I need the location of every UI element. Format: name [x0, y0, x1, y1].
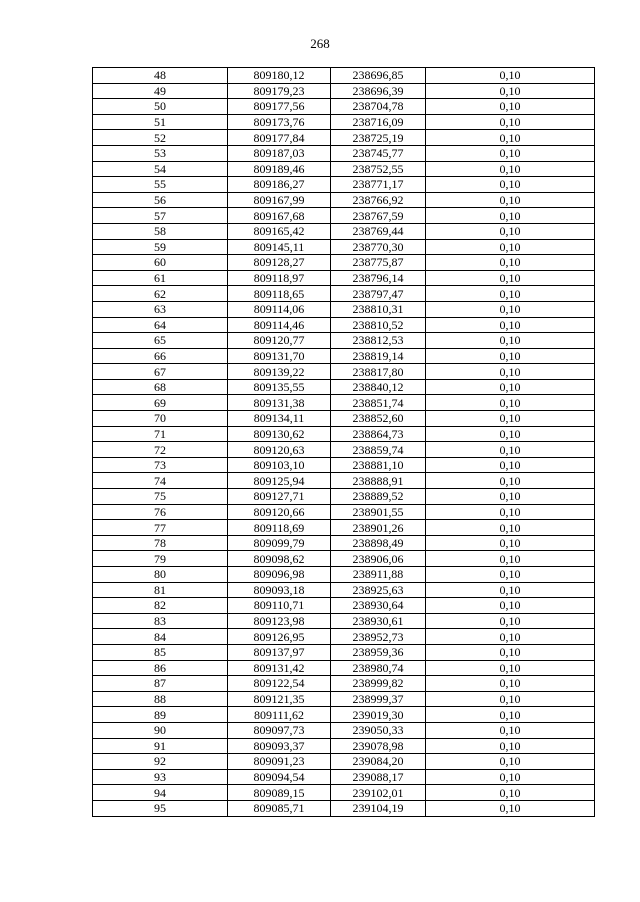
accuracy-cell: 0,10: [426, 177, 595, 193]
point-number-cell: 87: [93, 676, 228, 692]
table-row: [93, 333, 595, 349]
table-row: [93, 598, 595, 614]
x-coordinate-cell: 809093,37: [228, 738, 331, 754]
table-row: [93, 301, 595, 317]
table-row: [93, 364, 595, 380]
table-row: [93, 504, 595, 520]
accuracy-cell: 0,10: [426, 114, 595, 130]
y-coordinate-cell: 238769,44: [331, 223, 426, 239]
x-coordinate-cell: 809098,62: [228, 551, 331, 567]
accuracy-cell: 0,10: [426, 769, 595, 785]
x-coordinate-cell: 809120,66: [228, 504, 331, 520]
point-number-cell: 78: [93, 535, 228, 551]
point-number-cell: 71: [93, 426, 228, 442]
accuracy-cell: 0,10: [426, 364, 595, 380]
table-row: [93, 551, 595, 567]
x-coordinate-cell: 809130,62: [228, 426, 331, 442]
y-coordinate-cell: 238930,61: [331, 613, 426, 629]
table-row: [93, 208, 595, 224]
table-row: [93, 785, 595, 801]
accuracy-cell: 0,10: [426, 68, 595, 84]
accuracy-cell: 0,10: [426, 192, 595, 208]
y-coordinate-cell: 239019,30: [331, 707, 426, 723]
coordinates-table-body: [93, 68, 595, 817]
y-coordinate-cell: 238770,30: [331, 239, 426, 255]
x-coordinate-cell: 809173,76: [228, 114, 331, 130]
x-coordinate-cell: 809127,71: [228, 489, 331, 505]
x-coordinate-cell: 809186,27: [228, 177, 331, 193]
x-coordinate-cell: 809094,54: [228, 769, 331, 785]
x-coordinate-cell: 809125,94: [228, 473, 331, 489]
x-coordinate-cell: 809128,27: [228, 255, 331, 271]
y-coordinate-cell: 238704,78: [331, 99, 426, 115]
table-row: [93, 769, 595, 785]
point-number-cell: 65: [93, 333, 228, 349]
accuracy-cell: 0,10: [426, 520, 595, 536]
accuracy-cell: 0,10: [426, 644, 595, 660]
y-coordinate-cell: 238766,92: [331, 192, 426, 208]
point-number-cell: 61: [93, 270, 228, 286]
point-number-cell: 55: [93, 177, 228, 193]
y-coordinate-cell: 238771,17: [331, 177, 426, 193]
x-coordinate-cell: 809165,42: [228, 223, 331, 239]
table-row: [93, 426, 595, 442]
y-coordinate-cell: 238889,52: [331, 489, 426, 505]
y-coordinate-cell: 239050,33: [331, 722, 426, 738]
x-coordinate-cell: 809118,69: [228, 520, 331, 536]
x-coordinate-cell: 809089,15: [228, 785, 331, 801]
point-number-cell: 64: [93, 317, 228, 333]
y-coordinate-cell: 239088,17: [331, 769, 426, 785]
accuracy-cell: 0,10: [426, 208, 595, 224]
x-coordinate-cell: 809180,12: [228, 68, 331, 84]
x-coordinate-cell: 809110,71: [228, 598, 331, 614]
point-number-cell: 63: [93, 301, 228, 317]
x-coordinate-cell: 809145,11: [228, 239, 331, 255]
x-coordinate-cell: 809111,62: [228, 707, 331, 723]
y-coordinate-cell: 238999,82: [331, 676, 426, 692]
accuracy-cell: 0,10: [426, 785, 595, 801]
accuracy-cell: 0,10: [426, 411, 595, 427]
table-row: [93, 489, 595, 505]
point-number-cell: 53: [93, 145, 228, 161]
table-row: [93, 99, 595, 115]
accuracy-cell: 0,10: [426, 707, 595, 723]
table-row: [93, 177, 595, 193]
table-row: [93, 161, 595, 177]
table-row: [93, 442, 595, 458]
y-coordinate-cell: 238817,80: [331, 364, 426, 380]
y-coordinate-cell: 238752,55: [331, 161, 426, 177]
y-coordinate-cell: 238898,49: [331, 535, 426, 551]
table-row: [93, 691, 595, 707]
table-row: [93, 660, 595, 676]
table-row: [93, 255, 595, 271]
y-coordinate-cell: 238930,64: [331, 598, 426, 614]
accuracy-cell: 0,10: [426, 504, 595, 520]
point-number-cell: 48: [93, 68, 228, 84]
x-coordinate-cell: 809139,22: [228, 364, 331, 380]
accuracy-cell: 0,10: [426, 270, 595, 286]
y-coordinate-cell: 238851,74: [331, 395, 426, 411]
accuracy-cell: 0,10: [426, 551, 595, 567]
point-number-cell: 84: [93, 629, 228, 645]
x-coordinate-cell: 809131,70: [228, 348, 331, 364]
y-coordinate-cell: 238745,77: [331, 145, 426, 161]
table-row: [93, 707, 595, 723]
accuracy-cell: 0,10: [426, 239, 595, 255]
y-coordinate-cell: 238980,74: [331, 660, 426, 676]
y-coordinate-cell: 238864,73: [331, 426, 426, 442]
point-number-cell: 72: [93, 442, 228, 458]
y-coordinate-cell: 239104,19: [331, 800, 426, 816]
point-number-cell: 79: [93, 551, 228, 567]
x-coordinate-cell: 809114,06: [228, 301, 331, 317]
table-row: [93, 348, 595, 364]
point-number-cell: 85: [93, 644, 228, 660]
accuracy-cell: 0,10: [426, 286, 595, 302]
table-row: [93, 239, 595, 255]
accuracy-cell: 0,10: [426, 301, 595, 317]
table-row: [93, 223, 595, 239]
y-coordinate-cell: 238819,14: [331, 348, 426, 364]
x-coordinate-cell: 809121,35: [228, 691, 331, 707]
accuracy-cell: 0,10: [426, 567, 595, 583]
x-coordinate-cell: 809167,99: [228, 192, 331, 208]
point-number-cell: 66: [93, 348, 228, 364]
accuracy-cell: 0,10: [426, 535, 595, 551]
x-coordinate-cell: 809126,95: [228, 629, 331, 645]
accuracy-cell: 0,10: [426, 800, 595, 816]
accuracy-cell: 0,10: [426, 348, 595, 364]
page-number: 268: [310, 36, 330, 51]
point-number-cell: 83: [93, 613, 228, 629]
coordinates-table: [92, 67, 595, 817]
table-row: [93, 270, 595, 286]
accuracy-cell: 0,10: [426, 629, 595, 645]
y-coordinate-cell: 238901,26: [331, 520, 426, 536]
y-coordinate-cell: 238952,73: [331, 629, 426, 645]
accuracy-cell: 0,10: [426, 161, 595, 177]
x-coordinate-cell: 809135,55: [228, 379, 331, 395]
y-coordinate-cell: 239102,01: [331, 785, 426, 801]
y-coordinate-cell: 238810,31: [331, 301, 426, 317]
point-number-cell: 50: [93, 99, 228, 115]
accuracy-cell: 0,10: [426, 473, 595, 489]
x-coordinate-cell: 809187,03: [228, 145, 331, 161]
y-coordinate-cell: 238906,06: [331, 551, 426, 567]
point-number-cell: 60: [93, 255, 228, 271]
x-coordinate-cell: 809114,46: [228, 317, 331, 333]
y-coordinate-cell: 238812,53: [331, 333, 426, 349]
table-row: [93, 800, 595, 816]
accuracy-cell: 0,10: [426, 223, 595, 239]
y-coordinate-cell: 238716,09: [331, 114, 426, 130]
accuracy-cell: 0,10: [426, 395, 595, 411]
point-number-cell: 67: [93, 364, 228, 380]
point-number-cell: 88: [93, 691, 228, 707]
x-coordinate-cell: 809118,65: [228, 286, 331, 302]
y-coordinate-cell: 238999,37: [331, 691, 426, 707]
x-coordinate-cell: 809118,97: [228, 270, 331, 286]
y-coordinate-cell: 239078,98: [331, 738, 426, 754]
point-number-cell: 73: [93, 457, 228, 473]
accuracy-cell: 0,10: [426, 722, 595, 738]
y-coordinate-cell: 238901,55: [331, 504, 426, 520]
x-coordinate-cell: 809189,46: [228, 161, 331, 177]
y-coordinate-cell: 238859,74: [331, 442, 426, 458]
y-coordinate-cell: 238796,14: [331, 270, 426, 286]
point-number-cell: 89: [93, 707, 228, 723]
table-row: [93, 535, 595, 551]
table-row: [93, 613, 595, 629]
point-number-cell: 70: [93, 411, 228, 427]
accuracy-cell: 0,10: [426, 442, 595, 458]
accuracy-cell: 0,10: [426, 317, 595, 333]
point-number-cell: 69: [93, 395, 228, 411]
table-row: [93, 192, 595, 208]
point-number-cell: 93: [93, 769, 228, 785]
y-coordinate-cell: 238852,60: [331, 411, 426, 427]
table-row: [93, 395, 595, 411]
point-number-cell: 57: [93, 208, 228, 224]
y-coordinate-cell: 238797,47: [331, 286, 426, 302]
y-coordinate-cell: 238775,87: [331, 255, 426, 271]
accuracy-cell: 0,10: [426, 691, 595, 707]
x-coordinate-cell: 809099,79: [228, 535, 331, 551]
y-coordinate-cell: 238696,85: [331, 68, 426, 84]
x-coordinate-cell: 809103,10: [228, 457, 331, 473]
table-row: [93, 644, 595, 660]
point-number-cell: 49: [93, 83, 228, 99]
table-row: [93, 114, 595, 130]
point-number-cell: 75: [93, 489, 228, 505]
y-coordinate-cell: 238810,52: [331, 317, 426, 333]
accuracy-cell: 0,10: [426, 582, 595, 598]
table-row: [93, 754, 595, 770]
x-coordinate-cell: 809123,98: [228, 613, 331, 629]
x-coordinate-cell: 809134,11: [228, 411, 331, 427]
point-number-cell: 92: [93, 754, 228, 770]
accuracy-cell: 0,10: [426, 99, 595, 115]
point-number-cell: 74: [93, 473, 228, 489]
accuracy-cell: 0,10: [426, 255, 595, 271]
point-number-cell: 95: [93, 800, 228, 816]
point-number-cell: 54: [93, 161, 228, 177]
table-row: [93, 520, 595, 536]
y-coordinate-cell: 238888,91: [331, 473, 426, 489]
accuracy-cell: 0,10: [426, 754, 595, 770]
x-coordinate-cell: 809120,77: [228, 333, 331, 349]
table-row: [93, 738, 595, 754]
x-coordinate-cell: 809120,63: [228, 442, 331, 458]
y-coordinate-cell: 238881,10: [331, 457, 426, 473]
y-coordinate-cell: 239084,20: [331, 754, 426, 770]
point-number-cell: 82: [93, 598, 228, 614]
x-coordinate-cell: 809131,42: [228, 660, 331, 676]
table-row: [93, 457, 595, 473]
point-number-cell: 59: [93, 239, 228, 255]
y-coordinate-cell: 238911,88: [331, 567, 426, 583]
point-number-cell: 52: [93, 130, 228, 146]
table-row: [93, 130, 595, 146]
point-number-cell: 56: [93, 192, 228, 208]
table-row: [93, 379, 595, 395]
point-number-cell: 81: [93, 582, 228, 598]
accuracy-cell: 0,10: [426, 738, 595, 754]
accuracy-cell: 0,10: [426, 489, 595, 505]
point-number-cell: 90: [93, 722, 228, 738]
table-row: [93, 317, 595, 333]
y-coordinate-cell: 238725,19: [331, 130, 426, 146]
y-coordinate-cell: 238925,63: [331, 582, 426, 598]
point-number-cell: 58: [93, 223, 228, 239]
point-number-cell: 80: [93, 567, 228, 583]
accuracy-cell: 0,10: [426, 130, 595, 146]
accuracy-cell: 0,10: [426, 333, 595, 349]
x-coordinate-cell: 809131,38: [228, 395, 331, 411]
accuracy-cell: 0,10: [426, 379, 595, 395]
point-number-cell: 76: [93, 504, 228, 520]
table-row: [93, 629, 595, 645]
table-row: [93, 676, 595, 692]
accuracy-cell: 0,10: [426, 660, 595, 676]
y-coordinate-cell: 238696,39: [331, 83, 426, 99]
x-coordinate-cell: 809122,54: [228, 676, 331, 692]
point-number-cell: 62: [93, 286, 228, 302]
y-coordinate-cell: 238840,12: [331, 379, 426, 395]
accuracy-cell: 0,10: [426, 676, 595, 692]
x-coordinate-cell: 809091,23: [228, 754, 331, 770]
x-coordinate-cell: 809177,56: [228, 99, 331, 115]
table-row: [93, 68, 595, 84]
accuracy-cell: 0,10: [426, 426, 595, 442]
accuracy-cell: 0,10: [426, 598, 595, 614]
table-row: [93, 473, 595, 489]
y-coordinate-cell: 238767,59: [331, 208, 426, 224]
table-row: [93, 567, 595, 583]
point-number-cell: 94: [93, 785, 228, 801]
point-number-cell: 91: [93, 738, 228, 754]
x-coordinate-cell: 809085,71: [228, 800, 331, 816]
accuracy-cell: 0,10: [426, 613, 595, 629]
x-coordinate-cell: 809177,84: [228, 130, 331, 146]
point-number-cell: 51: [93, 114, 228, 130]
accuracy-cell: 0,10: [426, 457, 595, 473]
table-row: [93, 722, 595, 738]
x-coordinate-cell: 809137,97: [228, 644, 331, 660]
accuracy-cell: 0,10: [426, 83, 595, 99]
point-number-cell: 77: [93, 520, 228, 536]
y-coordinate-cell: 238959,36: [331, 644, 426, 660]
table-row: [93, 83, 595, 99]
x-coordinate-cell: 809179,23: [228, 83, 331, 99]
x-coordinate-cell: 809096,98: [228, 567, 331, 583]
point-number-cell: 68: [93, 379, 228, 395]
accuracy-cell: 0,10: [426, 145, 595, 161]
x-coordinate-cell: 809093,18: [228, 582, 331, 598]
table-row: [93, 286, 595, 302]
table-row: [93, 145, 595, 161]
x-coordinate-cell: 809167,68: [228, 208, 331, 224]
table-row: [93, 582, 595, 598]
table-row: [93, 411, 595, 427]
x-coordinate-cell: 809097,73: [228, 722, 331, 738]
point-number-cell: 86: [93, 660, 228, 676]
